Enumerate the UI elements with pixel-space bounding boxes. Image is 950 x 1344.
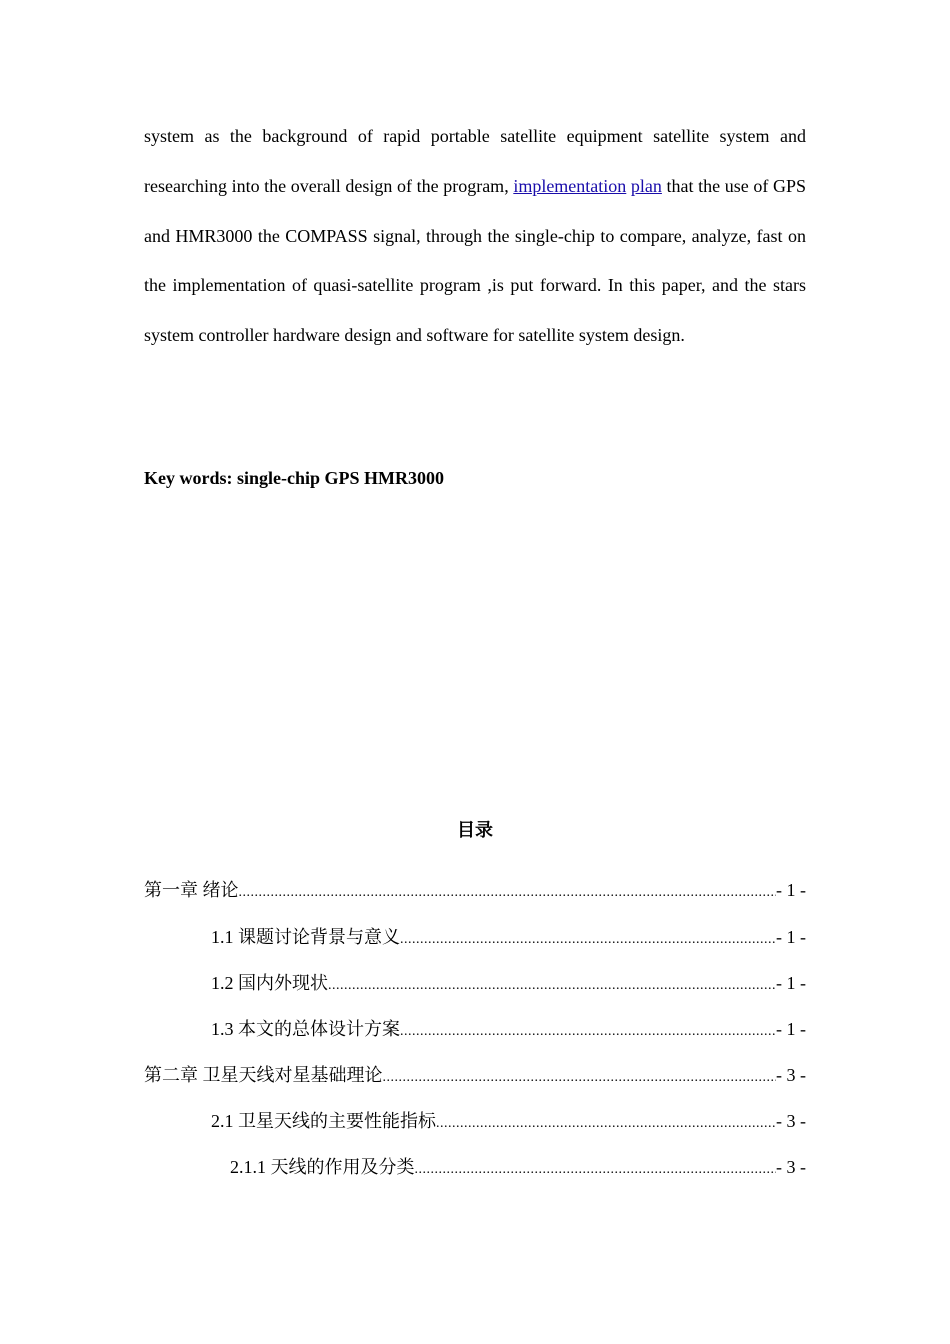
toc-entry-1-2[interactable] [211,971,806,995]
toc-entry-label: 1.2 国内外现状 [211,973,328,993]
abstract-text-end: that the use of GPS and HMR3000 the COMPASS signal, through the single-chip to compare, analyze, fast on the implementation of quasi-satellite program ,is put forward. In this paper, and the stars system controller hardware design and software for satellite system design. [144,175,806,346]
toc-leader-dots [400,1020,776,1044]
toc-entry-label: 1.3 本文的总体设计方案 [211,1019,400,1039]
toc-leader-dots [415,1158,777,1182]
abstract-text-start: system as the background of rapid portable satellite equipment satellite system and researching into the overall design of the program, [144,126,806,196]
implementation-link[interactable]: implementation [513,175,627,196]
toc-entry-2-1[interactable] [211,1109,806,1133]
toc-page-number: - 3 - [776,1065,806,1085]
toc-leader-dots [328,974,776,998]
toc-entry-2-1-1[interactable] [230,1155,806,1179]
toc-page-number: - 1 - [776,880,806,900]
toc-entry-1-3[interactable] [211,1017,806,1041]
toc-leader-dots [383,1066,777,1090]
plan-link[interactable]: plan [630,175,662,196]
toc-entry-chapter-1[interactable] [144,878,806,902]
toc-entry-chapter-2[interactable] [144,1063,806,1087]
toc-page-number: - 1 - [776,927,806,947]
toc-page-number: - 3 - [776,1157,806,1177]
toc-entry-1-1[interactable] [211,925,806,949]
toc-leader-dots [400,928,776,952]
toc-leader-dots [239,881,777,905]
toc-entry-label: 2.1 卫星天线的主要性能指标 [211,1111,436,1131]
toc-entry-label: 1.1 课题讨论背景与意义 [211,927,400,947]
toc-entry-label: 第一章 绪论 [144,880,239,900]
toc-page-number: - 1 - [776,973,806,993]
abstract-paragraph [144,112,806,361]
toc-page-number: - 1 - [776,1019,806,1039]
toc-page-number: - 3 - [776,1111,806,1131]
toc-entry-label: 2.1.1 天线的作用及分类 [230,1157,415,1177]
toc-entry-label: 第二章 卫星天线对星基础理论 [144,1065,383,1085]
toc-title: 目录 [457,820,493,840]
toc-leader-dots [436,1112,776,1136]
keywords-line: Key words: single-chip GPS HMR3000 [144,468,444,488]
